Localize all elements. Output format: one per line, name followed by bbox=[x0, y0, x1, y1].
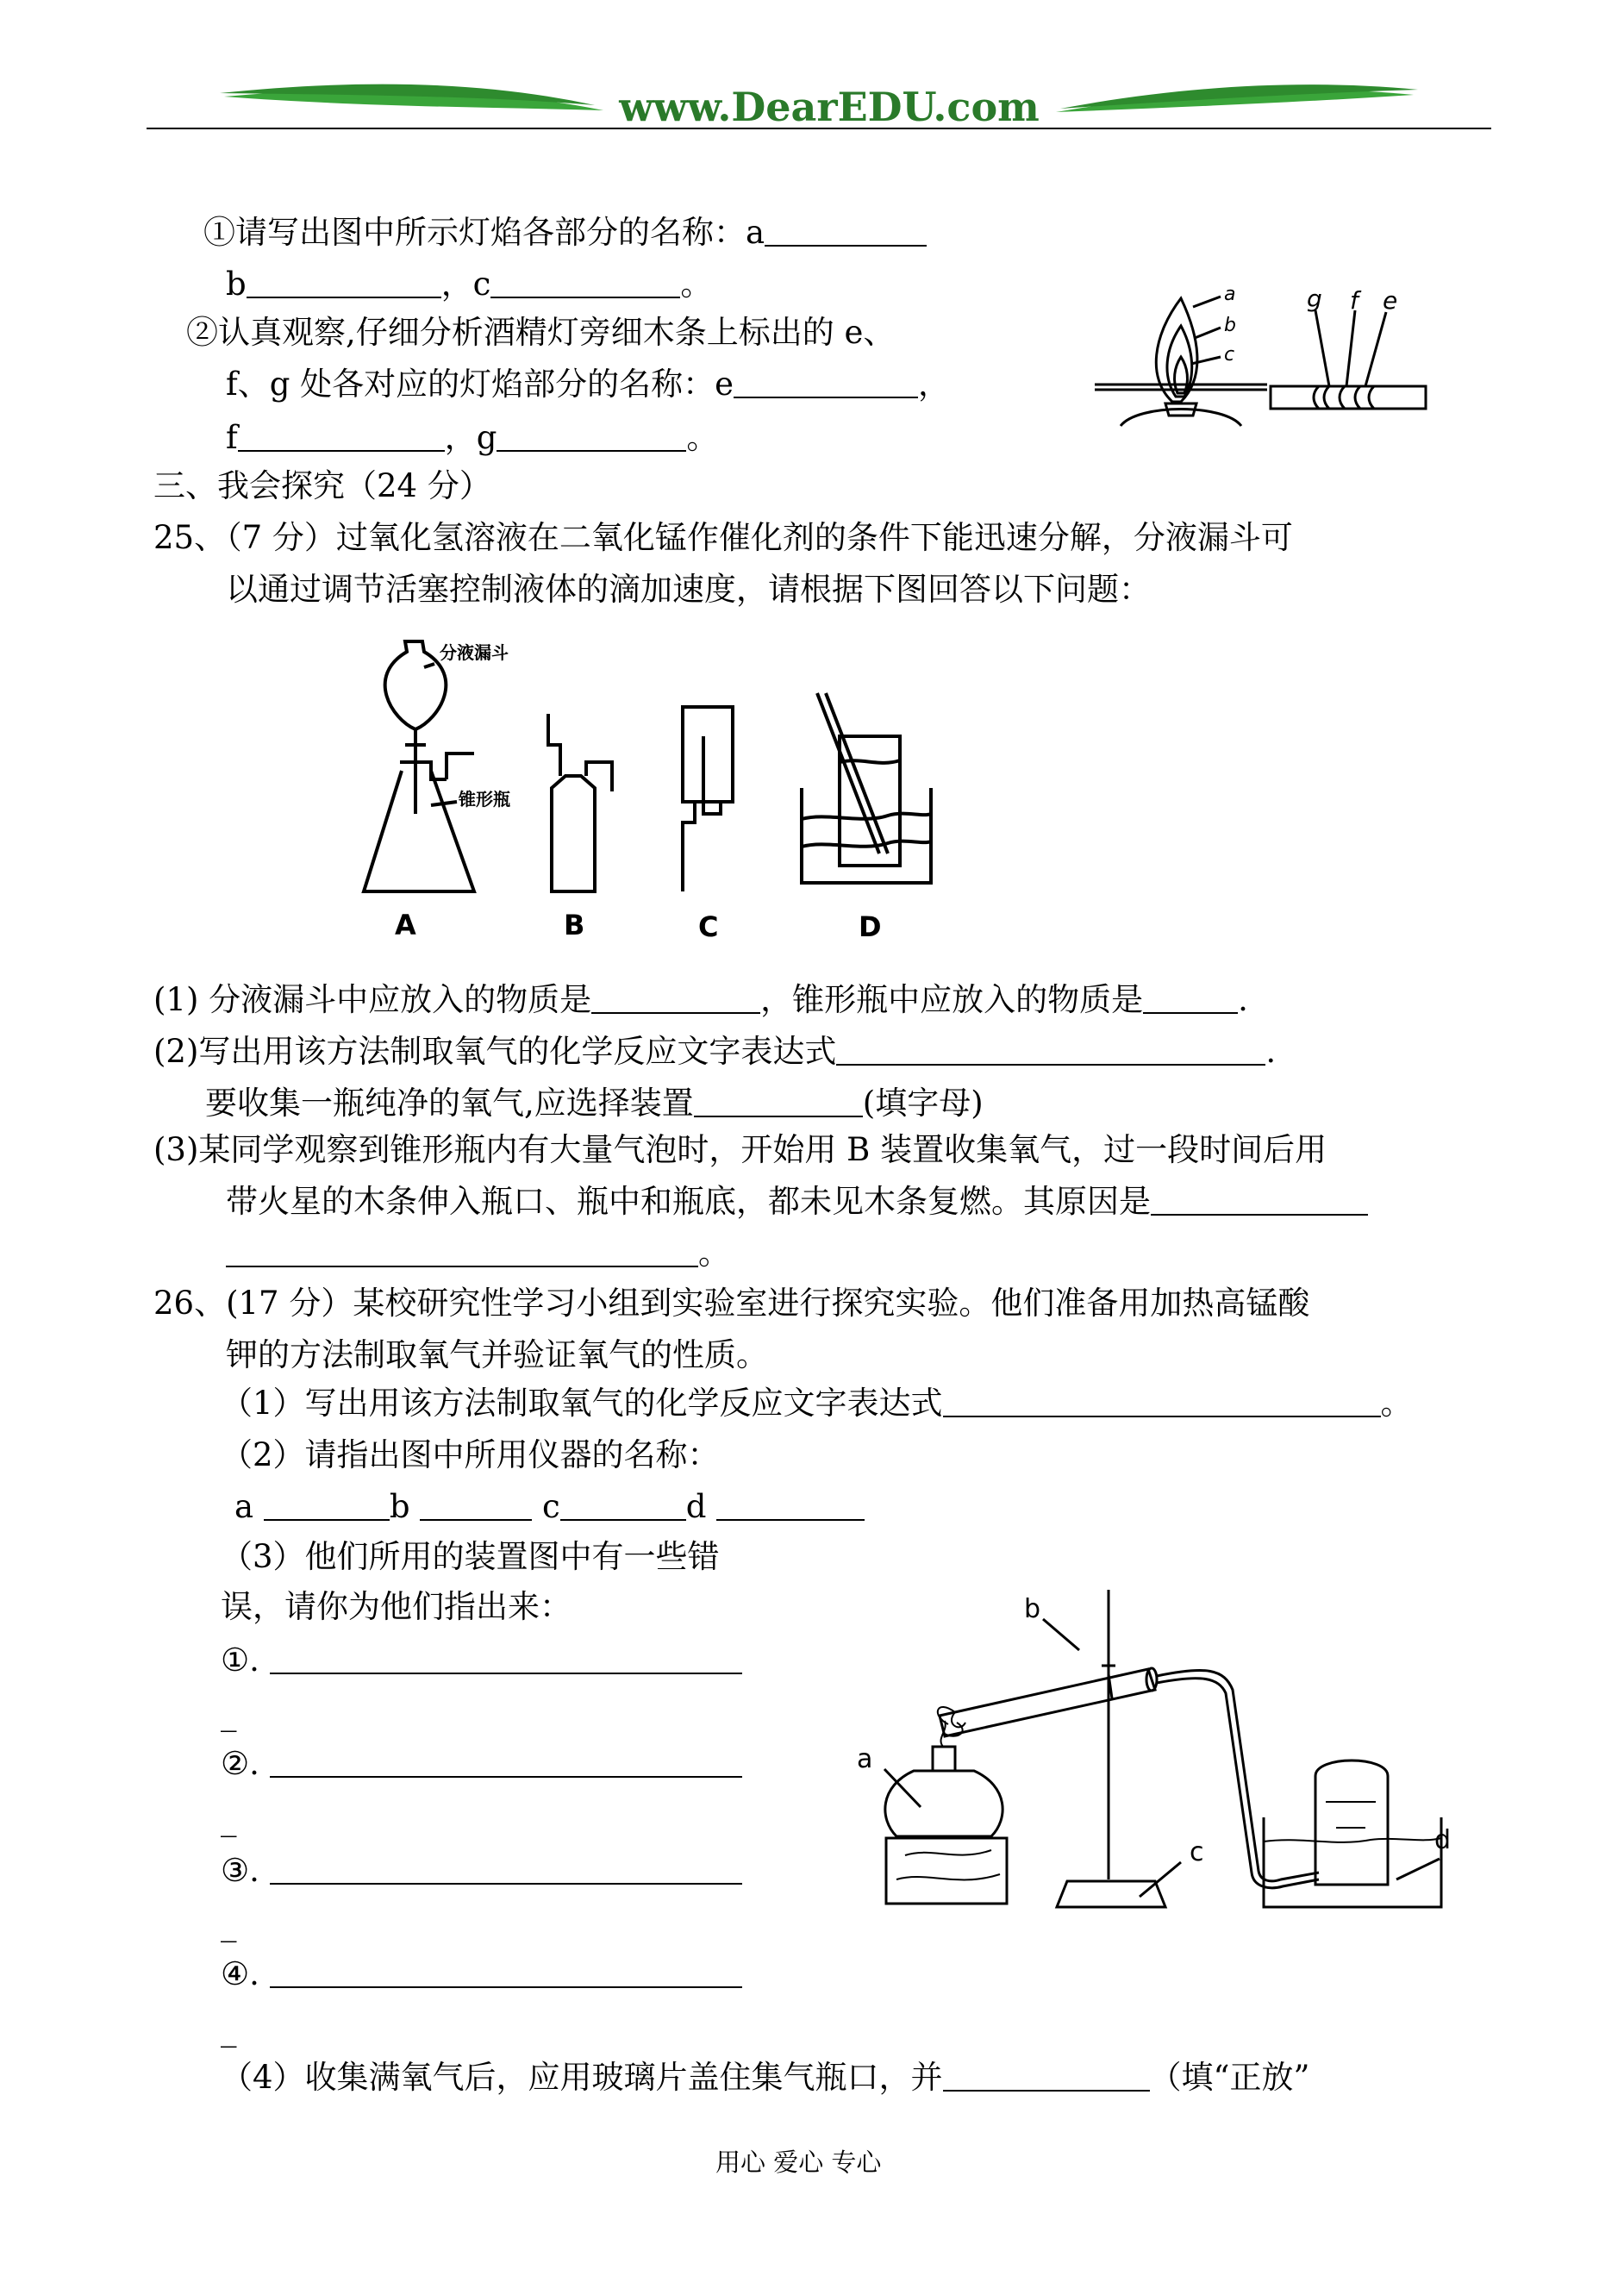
wood-stick-icon bbox=[1271, 386, 1426, 409]
q24-line1: ①请写出图中所示灯焰各部分的名称：a bbox=[203, 212, 927, 253]
blank-b[interactable] bbox=[247, 266, 441, 298]
label-flask: 锥形瓶 bbox=[459, 789, 510, 810]
q25-p2: (2)写出用该方法制取氧气的化学反应文字表达式 . bbox=[153, 1033, 1277, 1070]
q26-p3-line2: 误，请你为他们指出来： bbox=[221, 1588, 572, 1625]
blank-expression-26[interactable] bbox=[943, 1385, 1381, 1417]
conical-flask-icon bbox=[364, 771, 474, 891]
header-rule bbox=[147, 128, 1491, 129]
q26-line2: 钾的方法制取氧气并验证氧气的性质。 bbox=[226, 1336, 768, 1373]
stick-label-f: f bbox=[1350, 286, 1359, 315]
stick-label-g: g bbox=[1307, 285, 1322, 313]
wooden-block-icon bbox=[886, 1838, 1007, 1904]
q26-p2: （2）请指出图中所用仪器的名称： bbox=[221, 1436, 720, 1473]
flame-core-icon bbox=[1175, 357, 1188, 393]
apparatus-figure-abcd bbox=[345, 633, 1000, 952]
blank-error-2[interactable] bbox=[270, 1745, 742, 1778]
q24-line2: b ，c 。 bbox=[226, 266, 713, 303]
q25-line2: 以通过调节活塞控制液体的滴加速度，请根据下图回答以下问题： bbox=[226, 571, 1151, 608]
blank-flask-substance[interactable] bbox=[1143, 981, 1238, 1014]
error-item-4-tail: _ bbox=[221, 2010, 237, 2048]
stick-label-e: e bbox=[1383, 286, 1398, 315]
flame-label-b: b bbox=[1224, 315, 1236, 336]
q24-line4: f、g 处各对应的灯焰部分的名称：e ， bbox=[226, 366, 951, 403]
blank-instrument-c[interactable] bbox=[560, 1488, 686, 1521]
logo-text: www.DearEDU.com bbox=[619, 84, 1040, 130]
label-B: B bbox=[564, 909, 585, 941]
gas-bottle-c-icon bbox=[683, 707, 733, 802]
blank-bottle-placement[interactable] bbox=[943, 2059, 1150, 2092]
test-tube-icon bbox=[940, 1669, 1155, 1736]
q25-p3-line2: 带火星的木条伸入瓶口、瓶中和瓶底，都未见木条复燃。其原因是 bbox=[226, 1181, 1368, 1223]
q25-p3-line1: (3)某同学观察到锥形瓶内有大量气泡时，开始用 B 装置收集氧气，过一段时间后用 bbox=[153, 1131, 1327, 1168]
q24-line3: ②认真观察,仔细分析酒精灯旁细木条上标出的 e、 bbox=[186, 314, 896, 351]
error-item-1-tail: _ bbox=[221, 1695, 237, 1732]
water-trough-icon bbox=[1264, 1817, 1441, 1907]
error-item-2: ②. bbox=[221, 1743, 742, 1785]
q26-line1: 26、(17 分）某校研究性学习小组到实验室进行探究实验。他们准备用加热高锰酸 bbox=[153, 1285, 1310, 1322]
label-funnel: 分液漏斗 bbox=[440, 642, 509, 663]
blank-instrument-d[interactable] bbox=[716, 1488, 865, 1521]
flame-label-c: c bbox=[1224, 344, 1235, 366]
error-item-3: ③. bbox=[221, 1850, 742, 1892]
kmno4-apparatus-figure bbox=[853, 1586, 1452, 1931]
kmno4-label-c: c bbox=[1190, 1837, 1204, 1867]
q26-p3-line1: （3）他们所用的装置图中有一些错 bbox=[221, 1538, 720, 1575]
blank-device-letter[interactable] bbox=[694, 1085, 863, 1117]
label-C: C bbox=[698, 910, 719, 943]
blank-error-3[interactable] bbox=[270, 1852, 742, 1885]
q26-p4: （4）收集满氧气后，应用玻璃片盖住集气瓶口，并 （填“正放” bbox=[221, 2059, 1310, 2096]
error-item-3-tail: _ bbox=[221, 1905, 237, 1942]
separatory-funnel-icon bbox=[385, 641, 447, 729]
blank-e[interactable] bbox=[734, 366, 918, 398]
q26-p2-blanks: a b c d bbox=[234, 1486, 865, 1528]
error-item-1: ①. bbox=[221, 1640, 742, 1681]
flame-label-a: a bbox=[1224, 284, 1236, 305]
q25-p3-line3: 。 bbox=[226, 1233, 730, 1274]
page-footer: 用心 爱心 专心 bbox=[715, 2148, 882, 2177]
kmno4-label-b: b bbox=[1024, 1594, 1041, 1624]
q25-line1: 25、（7 分）过氧化氢溶液在二氧化锰作催化剂的条件下能迅速分解，分液漏斗可 bbox=[153, 519, 1293, 556]
q24-line5: f ，g 。 bbox=[226, 419, 719, 456]
blank-reason-2[interactable] bbox=[226, 1235, 698, 1267]
error-item-4: ④. bbox=[221, 1954, 742, 1995]
blank-a[interactable] bbox=[765, 214, 927, 247]
gas-bottle-b-icon bbox=[552, 776, 595, 891]
blank-f[interactable] bbox=[238, 419, 445, 452]
label-A: A bbox=[395, 909, 416, 941]
q25-p1: (1) 分液漏斗中应放入的物质是 ，锥形瓶中应放入的物质是 . bbox=[153, 981, 1248, 1018]
blank-instrument-b[interactable] bbox=[420, 1488, 532, 1521]
header-logo bbox=[0, 0, 1624, 138]
kmno4-label-a: a bbox=[857, 1744, 873, 1774]
flame-figure bbox=[1086, 274, 1448, 429]
blank-expression-25[interactable] bbox=[836, 1033, 1265, 1066]
blank-g[interactable] bbox=[497, 419, 686, 452]
blank-reason-1[interactable] bbox=[1151, 1183, 1368, 1216]
alcohol-lamp-icon bbox=[885, 1771, 1003, 1836]
blank-error-1[interactable] bbox=[270, 1642, 742, 1674]
label-D: D bbox=[859, 910, 882, 943]
blank-funnel-substance[interactable] bbox=[591, 981, 760, 1014]
q25-p2-line2: 要收集一瓶纯净的氧气,应选择装置 (填字母) bbox=[205, 1085, 984, 1122]
q26-p1: （1）写出用该方法制取氧气的化学反应文字表达式 。 bbox=[221, 1385, 1413, 1422]
gas-collecting-bottle-icon bbox=[1315, 1760, 1388, 1885]
error-item-2-tail: _ bbox=[221, 1800, 237, 1837]
section-title: 三、我会探究（24 分） bbox=[153, 467, 491, 504]
blank-error-4[interactable] bbox=[270, 1955, 742, 1988]
blank-c[interactable] bbox=[490, 266, 680, 298]
kmno4-label-d: d bbox=[1434, 1825, 1452, 1855]
blank-instrument-a[interactable] bbox=[264, 1488, 390, 1521]
